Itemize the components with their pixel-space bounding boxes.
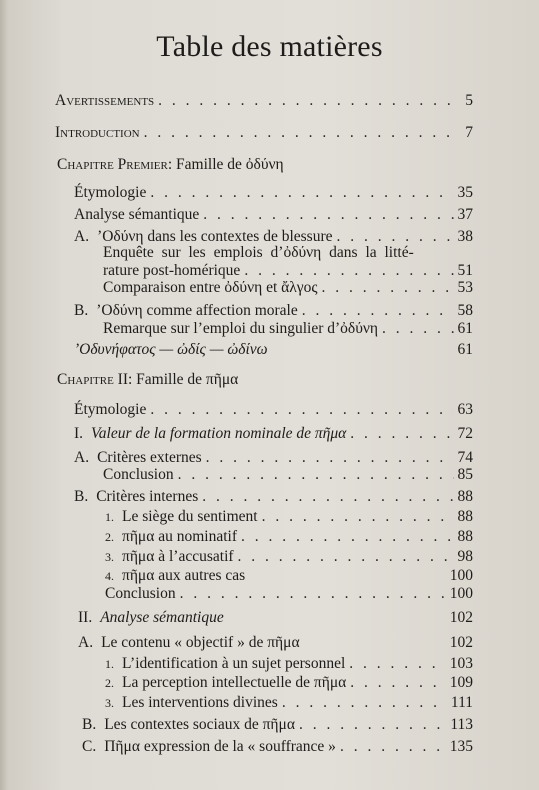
toc-page: 100 <box>449 567 473 584</box>
toc-page: 100 <box>449 585 473 602</box>
toc-text: πῆμα au nominatif <box>122 528 238 545</box>
toc-page: 37 <box>457 206 473 223</box>
toc-text: Le siège du sentiment <box>122 508 258 525</box>
toc-entry-avertissements <box>55 92 473 110</box>
chapter-subtitle: : Famille de ὀδύνη <box>167 156 284 173</box>
toc-label <box>105 508 258 526</box>
toc-page: 61 <box>457 320 473 337</box>
toc-entry <box>74 341 473 359</box>
toc-mark: 2. <box>105 676 114 690</box>
toc-page: 113 <box>450 716 473 733</box>
toc-mark: A. <box>74 449 90 466</box>
leader-dots <box>282 694 447 712</box>
toc-page: 51 <box>457 262 473 279</box>
toc-entry <box>103 262 473 280</box>
toc-label: Introduction <box>55 124 140 141</box>
toc-mark: 1. <box>105 657 114 671</box>
toc-label <box>105 655 345 673</box>
toc-entry <box>74 488 473 506</box>
toc-page: 88 <box>457 528 473 545</box>
toc-mark: 1. <box>105 510 114 524</box>
toc-text: Les interventions divines <box>122 694 278 711</box>
toc-text: πῆμα à l’accusatif <box>122 548 234 565</box>
chapter-heading-1 <box>57 156 284 174</box>
toc-page: 7 <box>465 124 473 141</box>
toc-label <box>82 716 295 734</box>
toc-entry <box>74 401 473 419</box>
toc-page: 53 <box>457 279 473 296</box>
toc-text: Valeur de la formation nominale de πῆμα <box>91 425 347 442</box>
toc-text: Critères internes <box>96 488 199 505</box>
toc-text: ’Οδύνη dans les contextes de blessure <box>97 228 333 245</box>
chapter-title: Chapitre Premier <box>57 156 168 173</box>
toc-mark: B. <box>74 488 89 505</box>
toc-label: Étymologie <box>74 184 147 201</box>
toc-entry <box>74 184 473 202</box>
toc-text: La perception intellectuelle de πῆμα <box>122 674 347 691</box>
toc-label <box>105 528 237 546</box>
toc-entry <box>103 320 473 338</box>
toc-entry <box>82 716 473 734</box>
chapter-subtitle: : Famille de πῆμα <box>127 371 239 388</box>
toc-entry <box>105 694 473 712</box>
toc-label: Conclusion <box>103 466 174 483</box>
toc-page: 103 <box>449 655 473 672</box>
toc-page: 98 <box>457 548 473 565</box>
toc-label: rature post-homérique <box>103 262 241 279</box>
toc-entry <box>74 206 473 224</box>
toc-text: πῆμα aux autres cas <box>122 567 246 584</box>
toc-page: 88 <box>457 488 473 505</box>
toc-entry <box>103 279 473 297</box>
toc-label <box>78 634 300 652</box>
leader-dots <box>150 401 453 419</box>
toc-text: ’Οδύνη comme affection morale <box>96 302 298 319</box>
chapter-heading-2 <box>57 371 238 389</box>
toc-label <box>74 302 298 320</box>
toc-mark: 3. <box>105 696 114 710</box>
toc-label <box>105 674 346 692</box>
leader-dots <box>349 655 445 673</box>
toc-page: 85 <box>457 466 473 483</box>
leader-dots <box>178 466 454 484</box>
leader-dots <box>262 508 454 526</box>
toc-entry <box>78 609 473 627</box>
toc-label: Étymologie <box>74 401 147 418</box>
toc-page: 88 <box>457 508 473 525</box>
toc-entry <box>78 634 473 652</box>
toc-mark: II. <box>78 609 93 626</box>
page-gutter-shadow <box>0 0 8 790</box>
toc-text: Enquête sur les emplois d’ὀδύνη dans la litté- <box>103 244 414 261</box>
leader-dots <box>322 279 454 297</box>
toc-page: 63 <box>457 401 473 418</box>
toc-label: Avertissements <box>55 92 155 109</box>
toc-page: 72 <box>457 425 473 442</box>
leader-dots <box>299 716 446 734</box>
toc-label: Comparaison entre ὀδύνη et ἄλγος <box>103 279 318 296</box>
leader-dots <box>244 262 453 280</box>
toc-mark: 3. <box>105 550 114 564</box>
toc-mark: 2. <box>105 530 114 544</box>
toc-entry <box>103 466 473 484</box>
toc-label <box>105 548 234 566</box>
toc-text: Les contextes sociaux de πῆμα <box>104 716 295 733</box>
toc-page: 5 <box>465 92 473 109</box>
toc-label <box>82 738 336 756</box>
toc-entry <box>74 425 473 443</box>
toc-mark: C. <box>82 738 97 755</box>
leader-dots <box>350 425 453 443</box>
leader-dots <box>203 206 453 224</box>
chapter-title: Chapitre II <box>57 371 128 388</box>
leader-dots <box>238 548 454 566</box>
toc-entry <box>105 528 473 546</box>
toc-text: Πῆμα expression de la « souffrance » <box>104 738 336 755</box>
toc-label: Conclusion <box>105 585 176 602</box>
leader-dots <box>340 738 446 756</box>
toc-page: 102 <box>449 609 473 626</box>
toc-entry <box>105 567 473 585</box>
toc-page: 38 <box>457 228 473 245</box>
toc-label: Analyse sémantique <box>74 206 200 223</box>
leader-dots <box>158 92 461 110</box>
toc-page: 102 <box>449 634 473 651</box>
toc-label <box>74 425 346 443</box>
toc-entry <box>105 674 473 692</box>
toc-entry <box>105 508 473 526</box>
toc-mark: B. <box>74 302 89 319</box>
leader-dots <box>382 320 453 338</box>
toc-label <box>105 694 278 712</box>
toc-mark: A. <box>78 634 94 651</box>
toc-page: 35 <box>457 184 473 201</box>
toc-entry <box>105 585 473 603</box>
leader-dots <box>180 585 446 603</box>
toc-page: 74 <box>457 449 473 466</box>
toc-label <box>74 488 198 506</box>
toc-entry-wrap <box>103 244 473 262</box>
toc-text: Analyse sémantique <box>100 609 224 626</box>
toc-text: Le contenu « objectif » de πῆμα <box>101 634 300 651</box>
leader-dots <box>350 674 445 692</box>
toc-entry <box>82 738 473 756</box>
toc-entry <box>74 449 473 467</box>
toc-entry <box>105 655 473 673</box>
toc-entry-introduction <box>55 124 473 142</box>
page-title: Table des matières <box>156 30 383 63</box>
toc-page: 135 <box>449 738 473 755</box>
leader-dots <box>302 302 454 320</box>
leader-dots <box>206 449 454 467</box>
toc-page: 61 <box>457 341 473 358</box>
toc-label <box>78 609 224 627</box>
toc-page: 111 <box>450 694 473 711</box>
toc-page: 58 <box>457 302 473 319</box>
toc-label <box>105 567 245 585</box>
toc-mark: I. <box>74 425 84 442</box>
leader-dots <box>144 124 462 142</box>
toc-entry <box>74 302 473 320</box>
leader-dots <box>241 528 453 546</box>
toc-label: Remarque sur l’emploi du singulier d’ὀδύνη <box>103 320 379 337</box>
toc-mark: B. <box>82 716 97 733</box>
toc-mark: A. <box>74 228 90 245</box>
toc-label <box>74 449 202 467</box>
toc-mark: 4. <box>105 569 114 583</box>
toc-page: 109 <box>449 674 473 691</box>
leader-dots <box>150 184 453 202</box>
toc-entry <box>105 548 473 566</box>
toc-text: L’identification à un sujet personnel <box>122 655 346 672</box>
toc-label: ’Οδυνήφατος — ὠδίς — ὠδίνω <box>74 341 268 358</box>
toc-text: Critères externes <box>97 449 202 466</box>
leader-dots <box>202 488 453 506</box>
